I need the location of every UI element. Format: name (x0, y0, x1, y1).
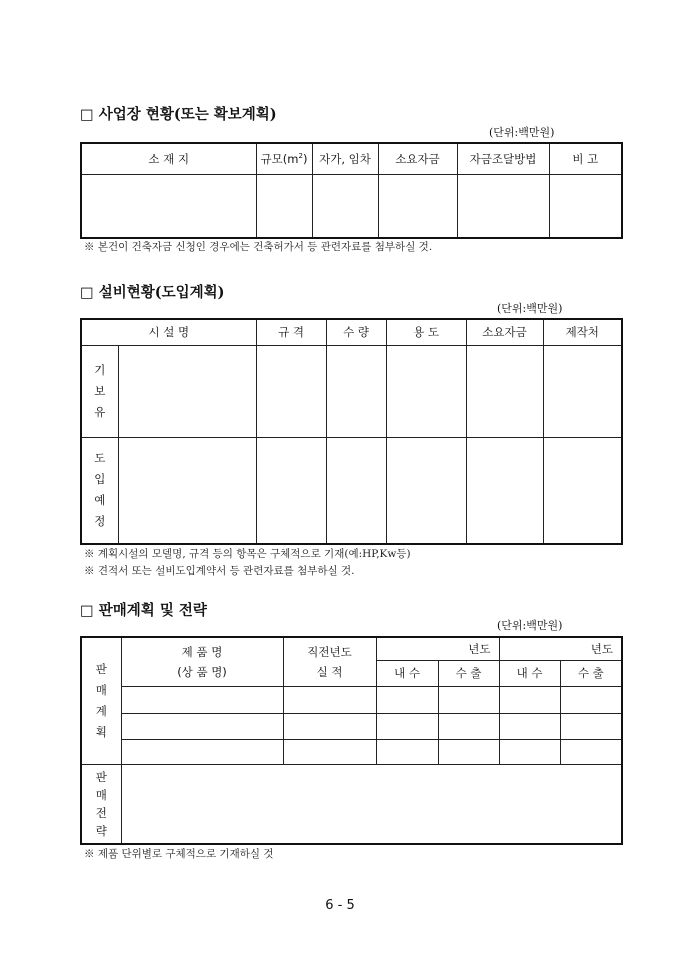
table-row (81, 174, 622, 238)
strategy-input[interactable] (121, 764, 622, 844)
table-header-row (81, 319, 622, 345)
header-quantity: 수 량 (326, 319, 386, 345)
header-prev-year: 직전년도 실 적 (283, 637, 376, 686)
cell-input[interactable] (560, 713, 622, 739)
cell-input[interactable] (457, 174, 549, 238)
cell-input[interactable] (256, 437, 326, 544)
cell-input[interactable] (560, 686, 622, 713)
table-row (81, 713, 622, 739)
section2-note-2: ※ 견적서 또는 설비도입계약서 등 관련자료를 첨부하실 것. (84, 565, 355, 577)
header-facility-name: 시 설 명 (81, 319, 256, 345)
page-number: 6 - 5 (325, 898, 355, 913)
equipment-table (80, 318, 623, 545)
table-row-planned (81, 437, 622, 544)
header-required-funds: 소요자금 (466, 319, 543, 345)
cell-input[interactable] (499, 686, 560, 713)
cell-input[interactable] (121, 739, 283, 764)
cell-input[interactable] (438, 713, 499, 739)
cell-input[interactable] (376, 686, 438, 713)
cell-input[interactable] (466, 437, 543, 544)
site-status-table (80, 142, 623, 239)
table-row (81, 739, 622, 764)
cell-input[interactable] (549, 174, 622, 238)
header-year-2: 년도 (499, 637, 622, 660)
header-export: 수 출 (560, 660, 622, 686)
cell-input[interactable] (543, 437, 622, 544)
cell-input[interactable] (121, 713, 283, 739)
section2-title: □ 설비현황(도입계획) (80, 284, 225, 301)
cell-input[interactable] (283, 739, 376, 764)
header-location: 소 재 지 (81, 143, 256, 174)
header-domestic: 내 수 (376, 660, 438, 686)
cell-input[interactable] (121, 686, 283, 713)
sales-plan-table (80, 636, 623, 845)
cell-input[interactable] (283, 713, 376, 739)
cell-input[interactable] (81, 174, 256, 238)
cell-input[interactable] (326, 437, 386, 544)
cell-input[interactable] (376, 713, 438, 739)
section1-unit: (단위:백만원) (489, 126, 555, 139)
cell-input[interactable] (499, 713, 560, 739)
table-row-owned (81, 345, 622, 437)
row-label-planned: 도 입 예 정 (81, 437, 118, 544)
cell-input[interactable] (560, 739, 622, 764)
section1-note: ※ 본건이 건축자금 신청인 경우에는 건축허가서 등 관련자료를 첨부하실 것. (84, 241, 433, 253)
cell-input[interactable] (283, 686, 376, 713)
header-year-1: 년도 (376, 637, 499, 660)
header-scale: 규모$(m^2)$ (256, 143, 312, 174)
header-export: 수 출 (438, 660, 499, 686)
table-row-strategy (81, 764, 622, 844)
table-row (81, 686, 622, 713)
cell-input[interactable] (438, 739, 499, 764)
table-header-row (81, 637, 622, 660)
section3-title: □ 판매계획 및 전략 (80, 602, 207, 619)
header-required-funds: 소요자금 (378, 143, 457, 174)
cell-input[interactable] (326, 345, 386, 437)
row-label-sales-plan: 판 매 계 획 (81, 637, 121, 764)
header-manufacturer: 제작처 (543, 319, 622, 345)
header-ownership: 자가, 임차 (312, 143, 378, 174)
header-domestic: 내 수 (499, 660, 560, 686)
cell-input[interactable] (256, 345, 326, 437)
header-funding-method: 자금조달방법 (457, 143, 549, 174)
table-header-row (81, 143, 622, 174)
section2-unit: (단위:백만원) (497, 302, 563, 315)
header-spec: 규 격 (256, 319, 326, 345)
header-product-name: 제 품 명 (상 품 명) (121, 637, 283, 686)
cell-input[interactable] (118, 437, 256, 544)
cell-input[interactable] (118, 345, 256, 437)
cell-input[interactable] (386, 437, 466, 544)
row-label-owned: 기 보 유 (81, 345, 118, 437)
section3-note: ※ 제품 단위별로 구체적으로 기재하실 것 (84, 848, 274, 860)
header-remarks: 비 고 (549, 143, 622, 174)
section3-unit: (단위:백만원) (497, 619, 563, 632)
cell-input[interactable] (543, 345, 622, 437)
cell-input[interactable] (256, 174, 312, 238)
cell-input[interactable] (312, 174, 378, 238)
cell-input[interactable] (378, 174, 457, 238)
section1-title: □ 사업장 현황(또는 확보계획) (80, 106, 277, 123)
row-label-sales-strategy: 판 매 전 략 (81, 764, 121, 844)
cell-input[interactable] (438, 686, 499, 713)
cell-input[interactable] (376, 739, 438, 764)
cell-input[interactable] (499, 739, 560, 764)
section2-note-1: ※ 계획시설의 모델명, 규격 등의 항목은 구체적으로 기재(예:HP,Kw등) (84, 548, 411, 560)
header-usage: 용 도 (386, 319, 466, 345)
cell-input[interactable] (466, 345, 543, 437)
cell-input[interactable] (386, 345, 466, 437)
